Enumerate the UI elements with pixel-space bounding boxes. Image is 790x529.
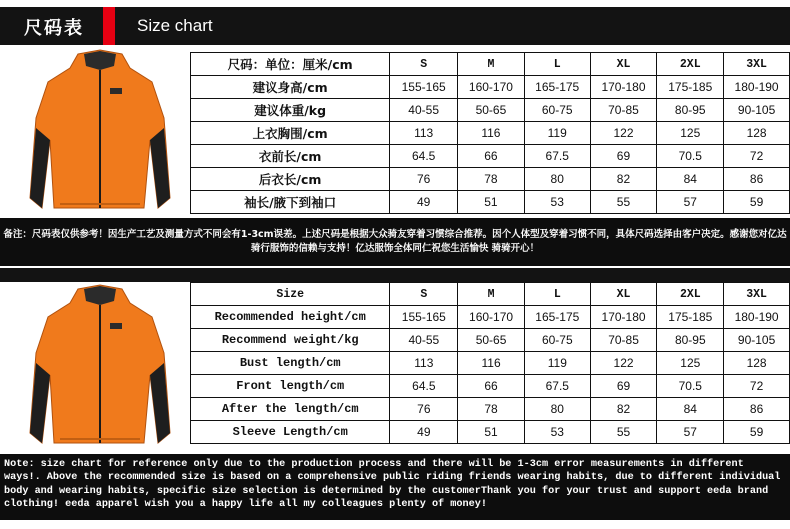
table-cell: 78 — [458, 168, 525, 191]
table-cell: 72 — [724, 375, 790, 398]
table-cell: 67.5 — [524, 375, 590, 398]
table-row — [191, 99, 790, 122]
table-row — [191, 398, 790, 421]
table-cell: 60-75 — [524, 99, 590, 122]
table-cell: 57 — [657, 421, 724, 444]
table-cell: 76 — [390, 398, 458, 421]
section-divider — [0, 268, 790, 282]
row-label: 建议身高/cm — [191, 76, 390, 99]
table-row — [191, 76, 790, 99]
table-cell: 50-65 — [458, 329, 525, 352]
table-cell: 49 — [390, 191, 458, 214]
table-cell: 175-185 — [657, 306, 724, 329]
row-label: Recommended height/cm — [191, 306, 390, 329]
table-row — [191, 191, 790, 214]
table-cell: 170-180 — [590, 306, 657, 329]
table-row — [191, 168, 790, 191]
row-label: Recommend weight/kg — [191, 329, 390, 352]
table-cell: 53 — [524, 191, 590, 214]
title-en: Size chart — [137, 16, 213, 35]
table-cell: 160-170 — [458, 306, 525, 329]
jacket-image-bottom — [26, 283, 174, 453]
column-header: 3XL — [724, 283, 790, 306]
row-label: Front length/cm — [191, 375, 390, 398]
table-cell: 64.5 — [390, 145, 458, 168]
accent-block — [103, 7, 115, 45]
table-cell: 86 — [724, 398, 790, 421]
note-cn-band — [0, 218, 790, 266]
column-header: 2XL — [657, 283, 724, 306]
table-cell: 78 — [458, 398, 525, 421]
header-bar — [0, 7, 790, 45]
table-row — [191, 375, 790, 398]
table-cell: 113 — [390, 122, 458, 145]
row-label: 上衣胸围/cm — [191, 122, 390, 145]
row-label: After the length/cm — [191, 398, 390, 421]
column-header: S — [390, 283, 458, 306]
table-cell: 170-180 — [590, 76, 657, 99]
size-table-cn — [190, 52, 790, 214]
column-header: Size — [191, 283, 390, 306]
table-cell: 125 — [657, 122, 724, 145]
table-cell: 40-55 — [390, 99, 458, 122]
table-cell: 80-95 — [657, 99, 724, 122]
jacket-image-top — [26, 48, 174, 218]
table-cell: 67.5 — [524, 145, 590, 168]
table-cell: 69 — [590, 375, 657, 398]
table-cell: 119 — [524, 352, 590, 375]
table-cell: 84 — [657, 168, 724, 191]
row-label: 衣前长/cm — [191, 145, 390, 168]
column-header: L — [524, 283, 590, 306]
table-cell: 69 — [590, 145, 657, 168]
table-cell: 55 — [590, 191, 657, 214]
note-cn-text: 备注：尺码表仅供参考！因生产工艺及测量方式不同会有1-3cm误差。上述尺码是根据大众骑友穿着习惯综合推荐。因个人体型及穿着习惯不同，具体尺码选择由客户决定。感谢您对亿达骑行服饰的信赖与支持！亿达服饰全体同仁祝您生活愉快 骑骑开心！ — [3, 229, 787, 254]
table-cell: 70-85 — [590, 329, 657, 352]
table-cell: 72 — [724, 145, 790, 168]
table-cell: 80 — [524, 398, 590, 421]
table-cell: 76 — [390, 168, 458, 191]
title-cn: 尺码表 — [24, 18, 84, 39]
table-cell: 84 — [657, 398, 724, 421]
table-cell: 86 — [724, 168, 790, 191]
column-header: S — [390, 53, 458, 76]
table-cell: 66 — [458, 145, 525, 168]
column-header: 2XL — [657, 53, 724, 76]
row-label: 后衣长/cm — [191, 168, 390, 191]
table-row — [191, 329, 790, 352]
table-cell: 50-65 — [458, 99, 525, 122]
table-cell: 80-95 — [657, 329, 724, 352]
table-cell: 90-105 — [724, 329, 790, 352]
table-cell: 49 — [390, 421, 458, 444]
row-label: Sleeve Length/cm — [191, 421, 390, 444]
table-cell: 113 — [390, 352, 458, 375]
table-row — [191, 306, 790, 329]
table-cell: 180-190 — [724, 306, 790, 329]
table-cell: 165-175 — [524, 306, 590, 329]
table-cell: 51 — [458, 191, 525, 214]
table-cell: 116 — [458, 122, 525, 145]
table-header-row — [191, 53, 790, 76]
column-header: XL — [590, 53, 657, 76]
table-cell: 55 — [590, 421, 657, 444]
table-cell: 70-85 — [590, 99, 657, 122]
table-cell: 90-105 — [724, 99, 790, 122]
table-cell: 40-55 — [390, 329, 458, 352]
table-cell: 59 — [724, 191, 790, 214]
table-cell: 165-175 — [524, 76, 590, 99]
table-cell: 155-165 — [390, 306, 458, 329]
row-label: 建议体重/kg — [191, 99, 390, 122]
table-cell: 122 — [590, 122, 657, 145]
column-header: M — [458, 53, 525, 76]
table-cell: 60-75 — [524, 329, 590, 352]
column-header: M — [458, 283, 525, 306]
table-cell: 116 — [458, 352, 525, 375]
table-row — [191, 122, 790, 145]
table-cell: 70.5 — [657, 145, 724, 168]
table-cell: 128 — [724, 352, 790, 375]
table-cell: 82 — [590, 398, 657, 421]
table-cell: 82 — [590, 168, 657, 191]
row-label: Bust length/cm — [191, 352, 390, 375]
table-cell: 125 — [657, 352, 724, 375]
table-cell: 119 — [524, 122, 590, 145]
table-cell: 80 — [524, 168, 590, 191]
table-cell: 64.5 — [390, 375, 458, 398]
table-row — [191, 352, 790, 375]
row-label: 袖长/腋下到袖口 — [191, 191, 390, 214]
table-cell: 51 — [458, 421, 525, 444]
note-en-band — [0, 454, 790, 520]
column-header: L — [524, 53, 590, 76]
size-table-en — [190, 282, 790, 444]
column-header: 尺码：单位：厘米/cm — [191, 53, 390, 76]
table-cell: 59 — [724, 421, 790, 444]
table-cell: 70.5 — [657, 375, 724, 398]
table-cell: 175-185 — [657, 76, 724, 99]
table-cell: 155-165 — [390, 76, 458, 99]
table-row — [191, 145, 790, 168]
column-header: 3XL — [724, 53, 790, 76]
table-cell: 53 — [524, 421, 590, 444]
table-header-row — [191, 283, 790, 306]
table-cell: 122 — [590, 352, 657, 375]
note-en-text: Note: size chart for reference only due to the production process and there will be 1-3cm error measurements in different ways!. Above the recommended size is based on a comprehensive public riding friends wearing habits, due to different individual body and wearing habits, specific size selection is determined by the customerThank you for your trust and support eeda brand clothing! eeda apparel wish you a happy life all my colleagues plenty of money! — [4, 459, 781, 510]
table-cell: 128 — [724, 122, 790, 145]
table-row — [191, 421, 790, 444]
table-cell: 180-190 — [724, 76, 790, 99]
table-cell: 160-170 — [458, 76, 525, 99]
table-cell: 66 — [458, 375, 525, 398]
table-cell: 57 — [657, 191, 724, 214]
column-header: XL — [590, 283, 657, 306]
